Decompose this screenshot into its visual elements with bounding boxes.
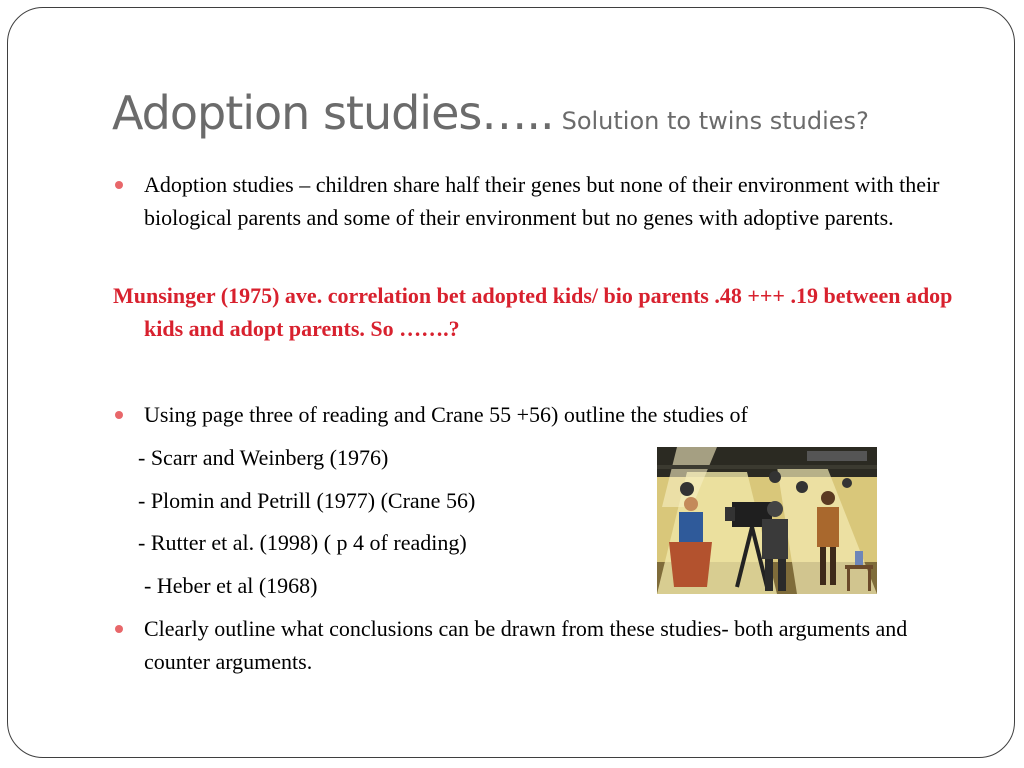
title-subtitle: Solution to twins studies? [561,107,869,135]
munsinger-highlight: Munsinger (1975) ave. correlation bet adopted kids/ bio parents .48 +++ .19 between adop kids and adopt parents. So …….? [113,283,953,341]
bullet-text: Adoption studies – children share half their genes but none of their environment with their biological parents and some of their environment but no genes with adoptive parents. [144,172,940,230]
bullet-item-adoption [144,168,944,234]
bullet-text: Clearly outline what conclusions can be drawn from these studies- both arguments and counter arguments. [144,616,908,674]
bullet-dot-icon [115,181,123,189]
study-item: - Rutter et al. (1998) ( p 4 of reading) [138,530,467,555]
study-item: - Scarr and Weinberg (1976) [138,445,389,470]
bullet-item-conclusions [144,612,934,678]
bullet-dot-icon [115,411,123,419]
title-main: Adoption studies….. [112,86,554,140]
study-item: - Heber et al (1968) [144,573,318,598]
bullet-dot-icon [115,625,123,633]
slide-title [112,86,869,140]
tv-studio-clipart-icon [657,447,877,594]
bullet-text: Using page three of reading and Crane 55 +56) outline the studies of [144,402,748,427]
bullet-item-reading [144,398,944,431]
study-item: - Plomin and Petrill (1977) (Crane 56) [138,488,476,513]
